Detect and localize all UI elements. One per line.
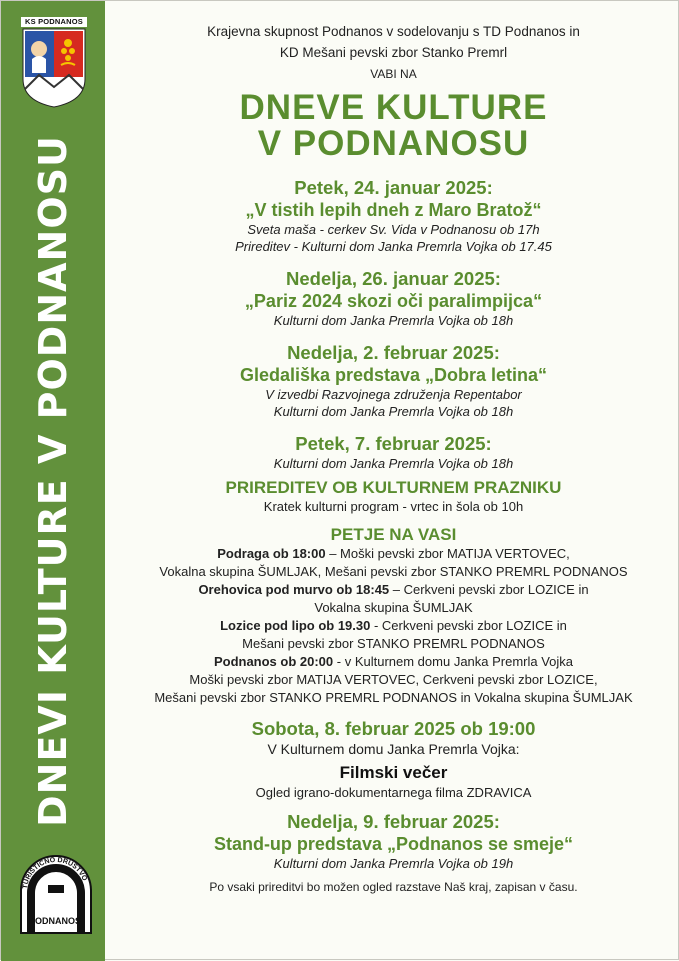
petje-na-vasi — [109, 524, 678, 707]
logo-name: PODNANOS — [28, 916, 81, 926]
event-date: Sobota, 8. februar 2025 ob 19:00 — [251, 718, 536, 739]
petje-heading: PETJE NA VASI — [330, 525, 457, 544]
event-title: „V tistih lepih dneh z Maro Bratož“ — [245, 200, 542, 220]
petje-location: Orehovica pod murvo ob 18:45 — [198, 582, 390, 597]
petje-location: Lozice pod lipo ob 19.30 — [220, 618, 371, 633]
crest-label: KS PODNANOS — [24, 17, 84, 26]
ks-podnanos-crest-icon — [21, 17, 87, 109]
petje-line — [109, 545, 678, 563]
event-detail: Kulturni dom Janka Premrla Vojka ob 18h — [273, 404, 514, 419]
event-date: Nedelja, 2. februar 2025: — [287, 342, 500, 363]
event-3 — [109, 341, 678, 420]
sidebar — [1, 1, 105, 961]
event-sobota — [109, 717, 678, 802]
petje-choirs: - Cerkveni pevski zbor LOZICE in — [370, 618, 567, 633]
logo-ring-text: TURISTIČNO DRUŠTVO — [22, 856, 88, 890]
event-date: Petek, 7. februar 2025: — [295, 433, 492, 454]
event-date: Nedelja, 9. februar 2025: — [287, 811, 500, 832]
event-subtitle: PRIREDITEV OB KULTURNEM PRAZNIKU — [225, 478, 562, 497]
event-detail: Kulturni dom Janka Premrla Vojka ob 19h — [273, 856, 514, 871]
petje-line: Moški pevski zbor MATIJA VERTOVEC, Cerkveni pevski zbor LOZICE, — [189, 672, 598, 687]
event-4 — [109, 432, 678, 516]
petje-location: Podnanos ob 20:00 — [213, 654, 334, 669]
event-detail: Kulturni dom Janka Premrla Vojka ob 18h — [273, 313, 514, 328]
petje-choirs: – Cerkveni pevski zbor LOZICE in — [389, 582, 589, 597]
event-title: Gledališka predstava „Dobra letina“ — [239, 365, 548, 385]
petje-location: Podraga ob 18:00 — [217, 546, 326, 561]
vertical-title: DNEVI KULTURE V PODNANOSU — [31, 135, 75, 827]
film-description: Ogled igrano-dokumentarnega filma ZDRAVICA — [255, 785, 532, 800]
event-detail: Kulturni dom Janka Premrla Vojka ob 18h — [273, 456, 514, 471]
event-subdetail: Kratek kulturni program - vrtec in šola ob 10h — [263, 499, 524, 514]
event-detail: Sveta maša - cerkev Sv. Vida v Podnanosu ob 17h — [247, 222, 540, 237]
petje-line — [109, 581, 678, 599]
petje-line: Mešani pevski zbor STANKO PREMRL PODNANOS in Vokalna skupina ŠUMLJAK — [154, 690, 633, 705]
film-title: Filmski večer — [339, 763, 448, 782]
headline-line-2: V PODNANOSU — [257, 124, 530, 163]
main-content — [109, 1, 678, 896]
petje-choirs: – Moški pevski zbor MATIJA VERTOVEC, — [325, 546, 570, 561]
vabi-na: VABI NA — [370, 67, 417, 81]
petje-line: Vokalna skupina ŠUMLJAK — [314, 600, 473, 615]
event-title: „Pariz 2024 skozi oči paralimpijca“ — [244, 291, 543, 311]
petje-line: Mešani pevski zbor STANKO PREMRL PODNANOS — [242, 636, 545, 651]
petje-line: Vokalna skupina ŠUMLJAK, Mešani pevski zbor STANKO PREMRL PODNANOS — [159, 564, 628, 579]
petje-line — [109, 617, 678, 635]
event-date: Nedelja, 26. januar 2025: — [286, 268, 501, 289]
event-venue: V Kulturnem domu Janka Premrla Vojka: — [267, 741, 520, 757]
event-detail: Prireditev - Kulturni dom Janka Premrla Vojka ob 17.45 — [235, 239, 552, 254]
footer-note: Po vsaki prireditvi bo možen ogled razstave Naš kraj, zapisan v času. — [209, 880, 578, 894]
event-date: Petek, 24. januar 2025: — [294, 177, 493, 198]
intro-line-1: Krajevna skupnost Podnanos v sodelovanju s TD Podnanos in — [207, 24, 580, 39]
headline-line-1: DNEVE KULTURE — [239, 88, 548, 127]
petje-line — [109, 653, 678, 671]
event-detail: V izvedbi Razvojnega združenja Repentabor — [265, 387, 522, 402]
petje-choirs: - v Kulturnem domu Janka Premrla Vojka — [333, 654, 574, 669]
intro-line-2: KD Mešani pevski zbor Stanko Premrl — [279, 45, 508, 60]
event-1 — [109, 176, 678, 255]
event-nedelja-9 — [109, 810, 678, 872]
event-title: Stand-up predstava „Podnanos se smeje“ — [213, 834, 574, 854]
event-2 — [109, 267, 678, 329]
